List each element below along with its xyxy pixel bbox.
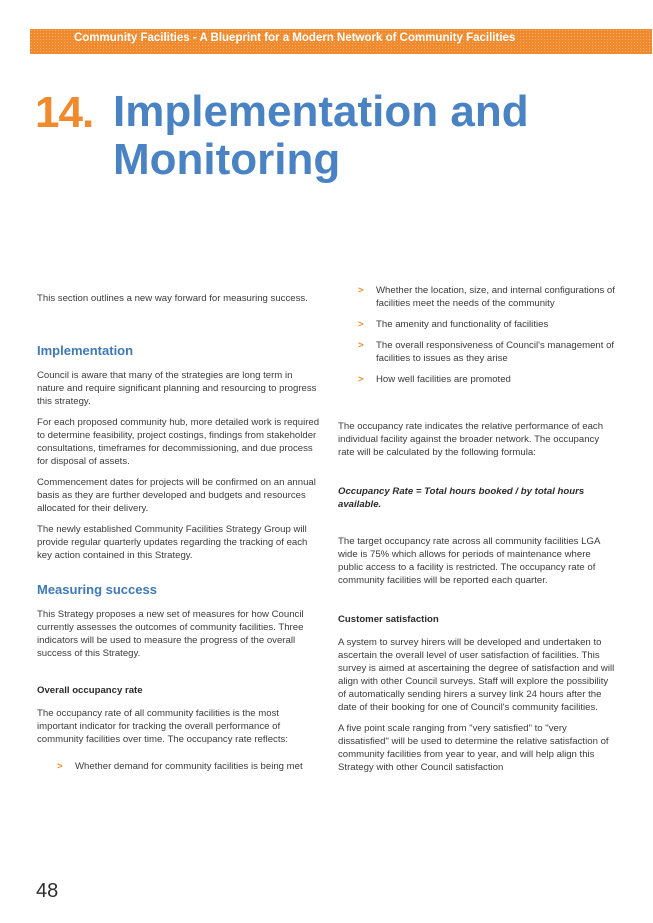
arrow-icon: > [57,761,63,772]
measuring-success-paragraph: This Strategy proposes a new set of measures for how Council currently assesses the outcomes of community facilities. Three indicators will be used to measure the progress of the overall success of this Strategy. [37,609,304,659]
arrow-icon: > [358,319,364,330]
implementation-paragraph-1: Council is aware that many of the strategies are long term in nature and require significant planning and resourcing to progress this strategy. [37,370,317,407]
left-column [37,292,320,781]
customer-satisfaction-paragraph-2: A five point scale ranging from "very satisfied" to "very dissatisfied" will be used to determine the relative satisfaction of community facilities from year to year, and will help align this Strategy with other Council satisfaction [338,723,609,773]
chapter-title: Implementation and Monitoring [113,87,529,184]
implementation-paragraph-3: Commencement dates for projects will be confirmed on an annual basis as they are further developed and budgets and resources allocated for their delivery. [37,477,316,514]
occupancy-paragraph: The occupancy rate of all community facilities is the most important indicator for tracking the overall performance of community facilities over time. The occupancy rate reflects: [37,708,288,745]
occupancy-bullet-list [37,760,320,773]
page-number: 48 [36,880,59,902]
bullet-text: Whether the location, size, and internal configurations of facilities meet the needs of the community [376,285,615,309]
measuring-success-heading: Measuring success [37,582,157,597]
list-item [338,284,616,310]
implementation-heading: Implementation [37,343,134,358]
list-item [37,760,320,773]
occupancy-heading: Overall occupancy rate [37,685,143,696]
intro-paragraph: This section outlines a new way forward for measuring success. [37,293,308,304]
implementation-paragraph-4: The newly established Community Facilities Strategy Group will provide regular quarterly updates regarding the tracking of each key action contained in this Strategy. [37,524,308,561]
customer-satisfaction-paragraph-1: A system to survey hirers will be developed and undertaken to ascertain the overall level of user satisfaction of facilities. This survey is aimed at ascertaining the degree of satisfaction and will align with other Council surveys. Staff will explore the possibility of automatically sending hirers a survey link 24 hours after the date of their booking for one of Council's community facilities. [338,637,615,713]
arrow-icon: > [358,374,364,385]
bullet-text: Whether demand for community facilities is being met [75,761,303,772]
arrow-icon: > [358,340,364,351]
implementation-paragraph-2: For each proposed community hub, more detailed work is required to determine feasibility, project costings, findings from stakeholder consultations, timeframes for decommissioning, and due process for disposal of assets. [37,417,320,467]
banner-title: Community Facilities - A Blueprint for a Modern Network of Community Facilities [74,32,516,44]
header-banner [30,29,652,54]
bullet-text: The overall responsiveness of Council's management of facilities to issues as they arise [376,340,615,364]
occupancy-target: The target occupancy rate across all community facilities LGA wide is 75% which allows for periods of maintenance where public access to a facility is restricted. The occupancy rate of community facilities will be reported each quarter. [338,536,600,586]
occupancy-formula: Occupancy Rate = Total hours booked / by total hours available. [338,486,585,510]
reflects-bullet-list [338,284,616,386]
chapter-number: 14. [35,88,94,137]
list-item [338,339,616,365]
arrow-icon: > [358,285,364,296]
bullet-text: How well facilities are promoted [376,374,511,385]
list-item [338,318,616,331]
bullet-text: The amenity and functionality of facilities [376,319,549,330]
right-column [338,284,616,782]
list-item [338,373,616,386]
customer-satisfaction-heading: Customer satisfaction [338,614,439,625]
occupancy-explanation: The occupancy rate indicates the relative performance of each individual facility against the broader network. The occupancy rate will be calculated by the following formula: [338,421,604,458]
